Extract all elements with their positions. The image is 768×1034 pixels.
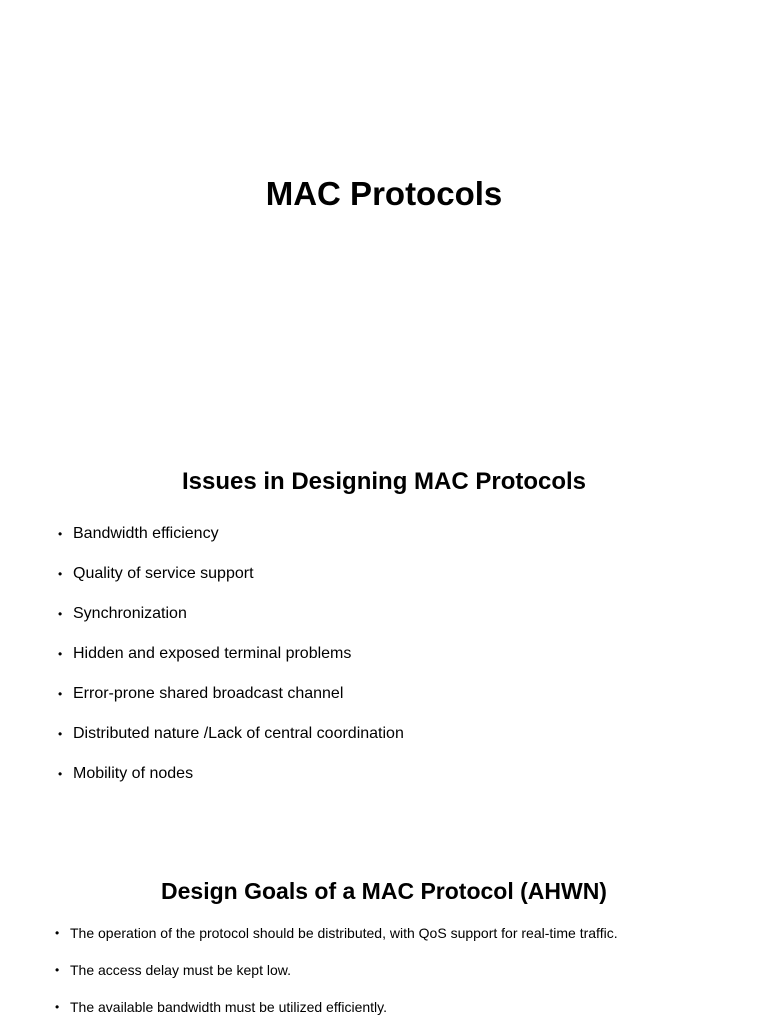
slide-design-goals: [0, 820, 768, 1024]
bullet-icon: •: [58, 527, 63, 541]
list-item: [58, 643, 404, 683]
slide-heading: Design Goals of a MAC Protocol (AHWN): [161, 878, 607, 904]
bullet-text: The operation of the protocol should be distributed, with QoS support for real-time traffic.: [70, 925, 618, 941]
bullet-text: Quality of service support: [73, 565, 254, 582]
list-item: [58, 523, 404, 563]
list-item: [58, 723, 404, 763]
list-item: [58, 683, 404, 723]
list-item: [55, 960, 618, 997]
slide-title: MAC Protocols: [265, 175, 503, 212]
bullet-text: Distributed nature /Lack of central coordination: [73, 725, 404, 742]
list-item: [55, 923, 618, 960]
bullet-icon: •: [55, 1000, 60, 1014]
slide-title-page: [0, 0, 768, 400]
bullet-text: Hidden and exposed terminal problems: [73, 645, 352, 662]
bullet-text: The available bandwidth must be utilized efficiently.: [70, 999, 387, 1015]
bullet-icon: •: [58, 607, 63, 621]
bullet-text: The access delay must be kept low.: [70, 962, 291, 978]
list-item: [58, 563, 404, 603]
bullet-icon: •: [58, 647, 63, 661]
list-item: [55, 997, 618, 1034]
bullet-list: [58, 523, 404, 803]
bullet-text: Synchronization: [73, 605, 187, 622]
slide-heading: Issues in Designing MAC Protocols: [181, 468, 587, 495]
bullet-icon: •: [58, 767, 63, 781]
bullet-icon: •: [58, 567, 63, 581]
bullet-text: Error-prone shared broadcast channel: [73, 685, 344, 702]
bullet-icon: •: [55, 963, 60, 977]
bullet-icon: •: [55, 926, 60, 940]
bullet-icon: •: [58, 687, 63, 701]
list-item: [58, 603, 404, 643]
bullet-list: [55, 923, 618, 1034]
bullet-text: Mobility of nodes: [73, 765, 194, 782]
bullet-icon: •: [58, 727, 63, 741]
list-item: [58, 763, 404, 803]
bullet-text: Bandwidth efficiency: [73, 525, 219, 542]
slide-issues: [0, 400, 768, 820]
